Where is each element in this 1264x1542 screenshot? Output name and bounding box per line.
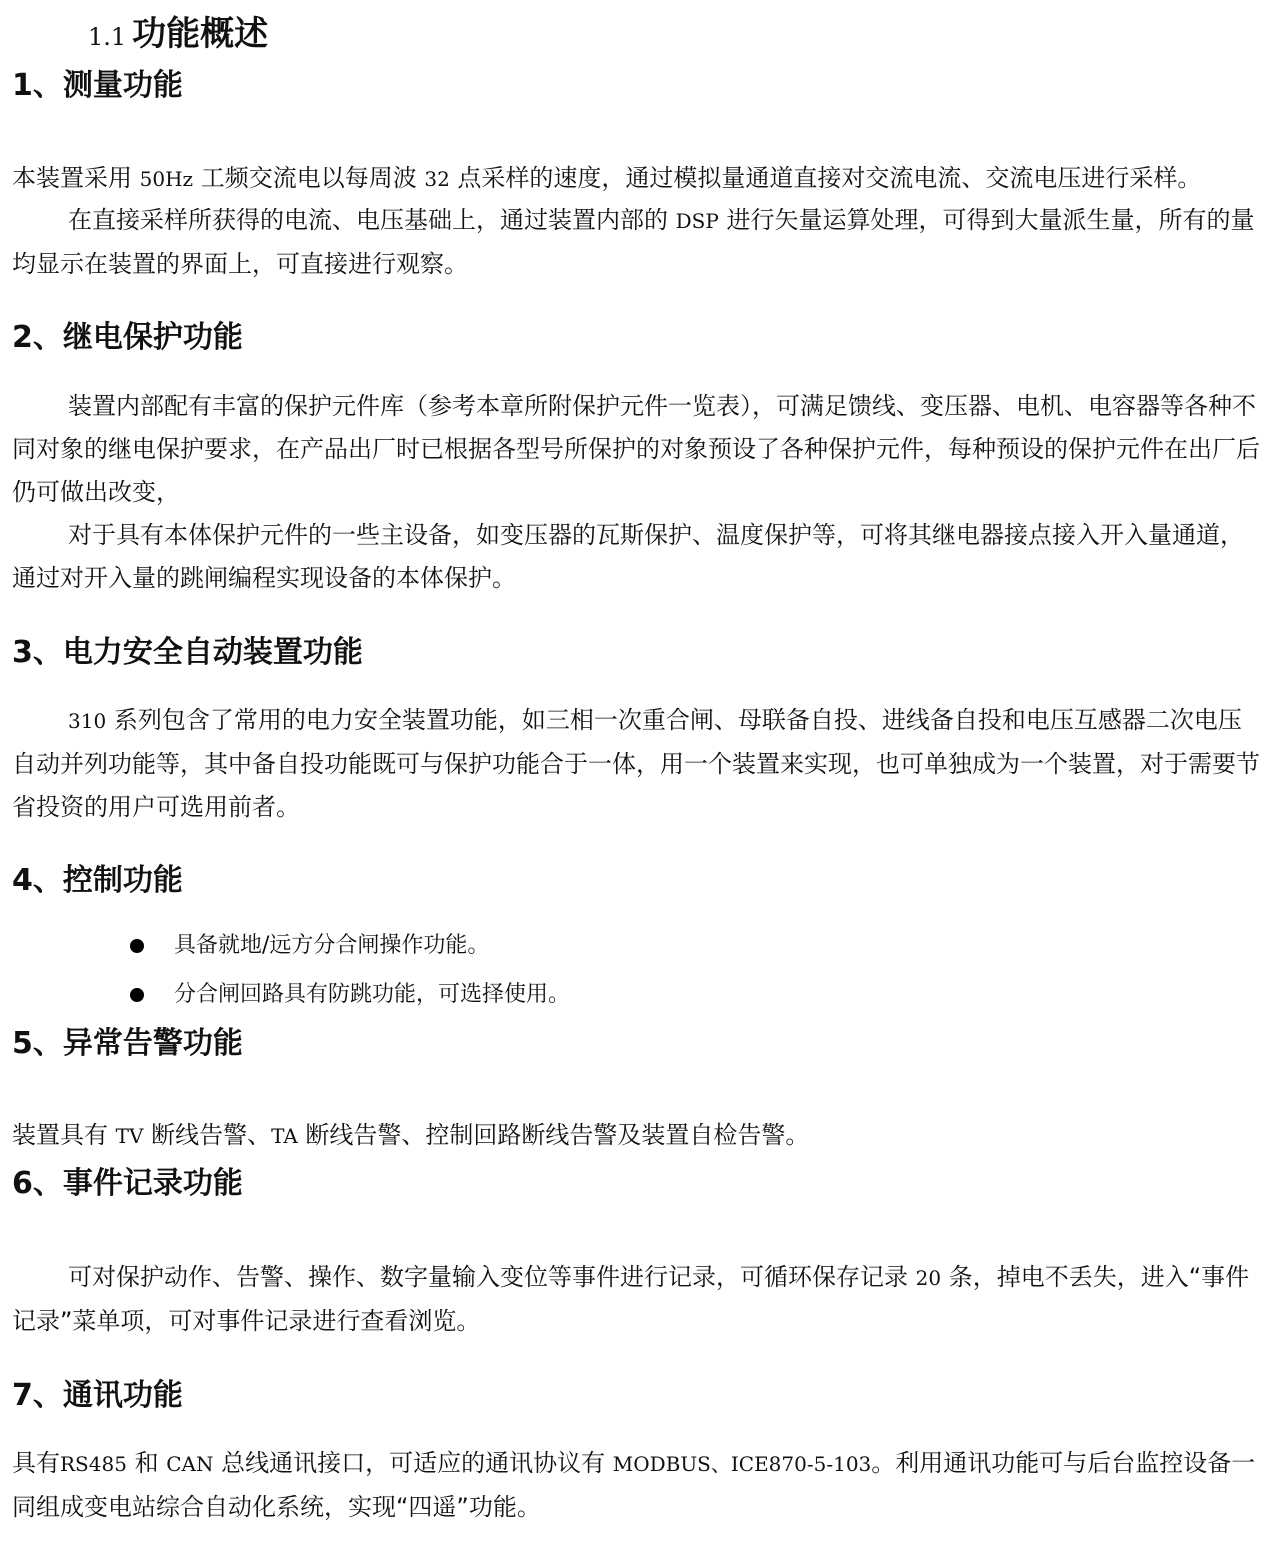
section-1-paragraph-2: 在直接采样所获得的电流、电压基础上，通过装置内部的 DSP 进行矢量运算处理，可得到大量派生量，所有的量均显示在装置的界面上，可直接进行观察。 [12, 206, 1255, 278]
section-2-paragraph-2: 对于具有本体保护元件的一些主设备，如变压器的瓦斯保护、温度保护等，可将其继电器接点接入开入量通道，通过对开入量的跳闸编程实现设备的本体保护。 [12, 521, 1244, 592]
title-number: 1.1 [88, 23, 127, 51]
section-2-paragraph-1: 装置内部配有丰富的保护元件库（参考本章所附保护元件一览表），可满足馈线、变压器、电机、电容器等各种不同对象的继电保护要求，在产品出厂时已根据各型号所保护的对象预设了各种保护元件，每种预设的保护元件在出厂后仍可做出改变， [12, 392, 1260, 506]
section-1-heading: 1、测量功能 [12, 68, 183, 103]
page-title [88, 6, 268, 55]
section-6-paragraph-1: 可对保护动作、告警、操作、数字量输入变位等事件进行记录，可循环保存记录 20 条，掉电不丢失，进入“事件记录”菜单项，可对事件记录进行查看浏览。 [12, 1263, 1250, 1335]
section-4-bullet-list [130, 931, 570, 1029]
section-1-paragraph-1: 本装置采用 50Hz 工频交流电以每周波 32 点采样的速度，通过模拟量通道直接对交流电流、交流电压进行采样。 [12, 164, 1202, 192]
section-3-heading: 3、电力安全自动装置功能 [12, 635, 363, 670]
bullet-icon [130, 939, 144, 953]
list-item: 分合闸回路具有防跳功能，可选择使用。 [130, 980, 570, 1029]
section-4-heading: 4、控制功能 [12, 863, 183, 898]
section-2-heading: 2、继电保护功能 [12, 320, 243, 355]
section-6-heading: 6、事件记录功能 [12, 1166, 243, 1201]
list-item: 具备就地/远方分合闸操作功能。 [130, 931, 570, 980]
section-7-heading: 7、通讯功能 [12, 1378, 183, 1413]
section-5-heading: 5、异常告警功能 [12, 1026, 243, 1061]
section-7-paragraph-1: 具有RS485 和 CAN 总线通讯接口，可适应的通讯协议有 MODBUS、ICE870-5-103。利用通讯功能可与后台监控设备一同组成变电站综合自动化系统，实现“四遥”功能。 [12, 1449, 1256, 1521]
section-3-paragraph-1: 310 系列包含了常用的电力安全装置功能，如三相一次重合闸、母联备自投、进线备自投和电压互感器二次电压自动并列功能等，其中备自投功能既可与保护功能合于一体，用一个装置来实现，也可单独成为一个装置，对于需要节省投资的用户可选用前者。 [12, 706, 1260, 821]
bullet-icon [130, 988, 144, 1002]
title-text: 功能概述 [132, 14, 269, 54]
section-5-paragraph-1: 装置具有 TV 断线告警、TA 断线告警、控制回路断线告警及装置自检告警。 [12, 1121, 810, 1149]
